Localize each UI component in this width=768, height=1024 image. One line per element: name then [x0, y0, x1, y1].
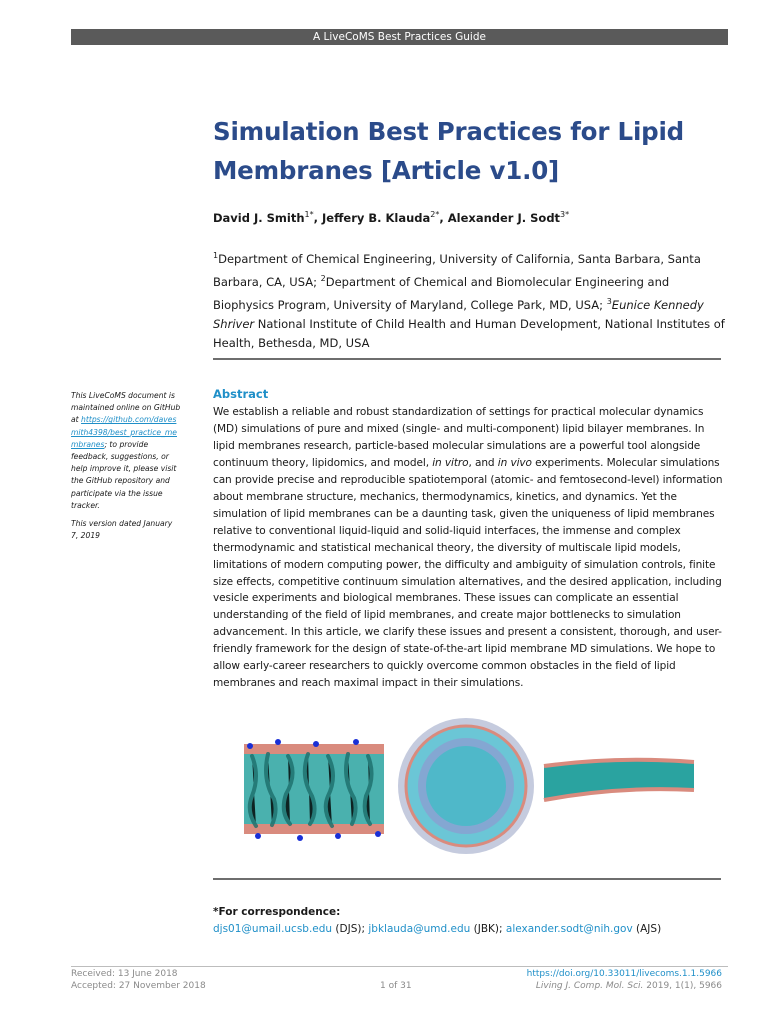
abstract-heading: Abstract — [213, 387, 269, 401]
email-tag: (DJS); — [332, 923, 369, 935]
email-link-jbk[interactable]: jbklauda@umd.edu — [368, 923, 471, 935]
email-link-ajs[interactable]: alexander.sodt@nih.gov — [505, 923, 633, 935]
accepted-date: Accepted: 27 November 2018 — [71, 980, 206, 991]
citation-text: 2019, 1(1), 5966 — [643, 980, 722, 991]
author-list: David J. Smith$^{1*}$, Jeffery B. Klauda$^{2*}$, Alexander J. Sodt$^{3*}$ — [213, 210, 570, 225]
margin-text: This LiveCoMS document is maintained online on GitHub at — [71, 391, 181, 425]
margin-note-date: This version dated January 7, 2019 — [71, 519, 173, 541]
divider — [213, 358, 721, 360]
correspondence-heading: *For correspondence: — [213, 906, 341, 918]
journal-header-bar — [71, 29, 728, 45]
divider — [213, 878, 721, 880]
footer-divider — [71, 966, 728, 967]
margin-note — [71, 390, 181, 548]
author-name: Alexander J. Sodt — [447, 210, 561, 225]
affil-3-italic: Eunice Kennedy Shriver — [213, 297, 704, 332]
footer-citation — [527, 969, 722, 992]
affil-2: Department of Chemical and Biomolecular Engineering and Biophysics Program, University of Maryland, College Park, MD, USA; — [213, 274, 670, 312]
footer-dates — [71, 969, 206, 992]
page-number: 1 of 31 — [380, 981, 412, 991]
affil-sup: 1 — [213, 251, 219, 260]
abstract-text: We establish a reliable and robust standardization of settings for practical molecular dynamics (MD) simulations of pure and mixed (single- and multi-component) lipid bilayer membranes. In lipid membranes research, particle-based molecular simulations are a powerful tool alongside continuum theory, lipidomics, and model, — [213, 406, 705, 469]
abstract-text: experiments. Molecular simulations can provide precise and reproducible spatiotemporal (atomic- and femtosecond-level) information about membrane structure, mechanics, thermodynamics, kinetics, and dynamics. Yet the simulation of lipid membranes can be a daunting task, given the uniqueness of lipid membranes relative to conventional liquid-liquid and solid-liquid interfaces, the immense and complex thermodynamic and statistical mechanical theory, the diversity of multiscale lipid models, limitations of modern computing power, the difficulty and ambiguity of simulation controls, finite size effects, competitive continuum simulation alternatives, and the desired application, including vesicle experiments and biological membranes. These issues can complicate an essential understanding of the field of lipid membranes, and create major bottlenecks to simulation advancement. In this article, we clarify these issues and present a consistent, thorough, and user-friendly framework for the design of state-of-the-art lipid membrane MD simulations. We hope to allow early-career researchers to quickly overcome common obstacles in the field of lipid membranes and reach maximal impact in their simulations. — [213, 456, 723, 690]
author-sup: 3* — [560, 210, 570, 219]
affil-sup: 2 — [320, 274, 326, 284]
bilayer-slab-image — [244, 739, 384, 841]
vesicle-image — [398, 718, 534, 854]
author-sup: 2* — [430, 210, 440, 219]
email-link-djs[interactable]: djs01@umail.ucsb.edu — [213, 923, 333, 935]
affiliations — [213, 246, 733, 354]
margin-note-github — [71, 390, 181, 512]
membrane-figures — [238, 716, 698, 866]
affil-sup: 3 — [606, 297, 612, 307]
abstract-text: , and — [468, 456, 498, 469]
article-title — [213, 112, 713, 190]
curved-bilayer-image — [544, 760, 694, 800]
margin-text: ; to provide feedback, suggestions, or help improve it, please visit the GitHub repository and participate via the issue tracker. — [71, 439, 177, 510]
journal-name: Living J. Comp. Mol. Sci. — [535, 980, 644, 991]
title-line-2: Membranes [Article v1.0] — [213, 156, 560, 185]
correspondence-emails — [213, 923, 661, 935]
doi-link[interactable]: https://doi.org/10.33011/livecoms.1.1.5966 — [526, 969, 722, 979]
author-sup: 1* — [304, 210, 314, 219]
abstract-body — [213, 404, 723, 692]
affil-3: National Institute of Child Health and Human Development, National Institutes of Health, Bethesda, MD, USA — [213, 317, 725, 351]
abstract-italic: in vitro — [432, 456, 469, 469]
received-date: Received: 13 June 2018 — [71, 969, 178, 979]
email-tag: (AJS) — [632, 923, 662, 935]
author-name: David J. Smith — [213, 210, 305, 225]
email-tag: (JBK); — [470, 923, 506, 935]
github-link[interactable]: https://github.com/davesmith4398/best_practice_membranes — [71, 415, 177, 449]
abstract-italic: in vivo — [497, 456, 532, 469]
author-name: Jeffery B. Klauda — [322, 210, 431, 225]
header-label: A LiveCoMS Best Practices Guide — [313, 31, 486, 43]
affil-1: Department of Chemical Engineering, University of California, Santa Barbara, Santa Barbara, CA, USA; — [213, 251, 701, 289]
title-line-1: Simulation Best Practices for Lipid — [213, 117, 685, 146]
